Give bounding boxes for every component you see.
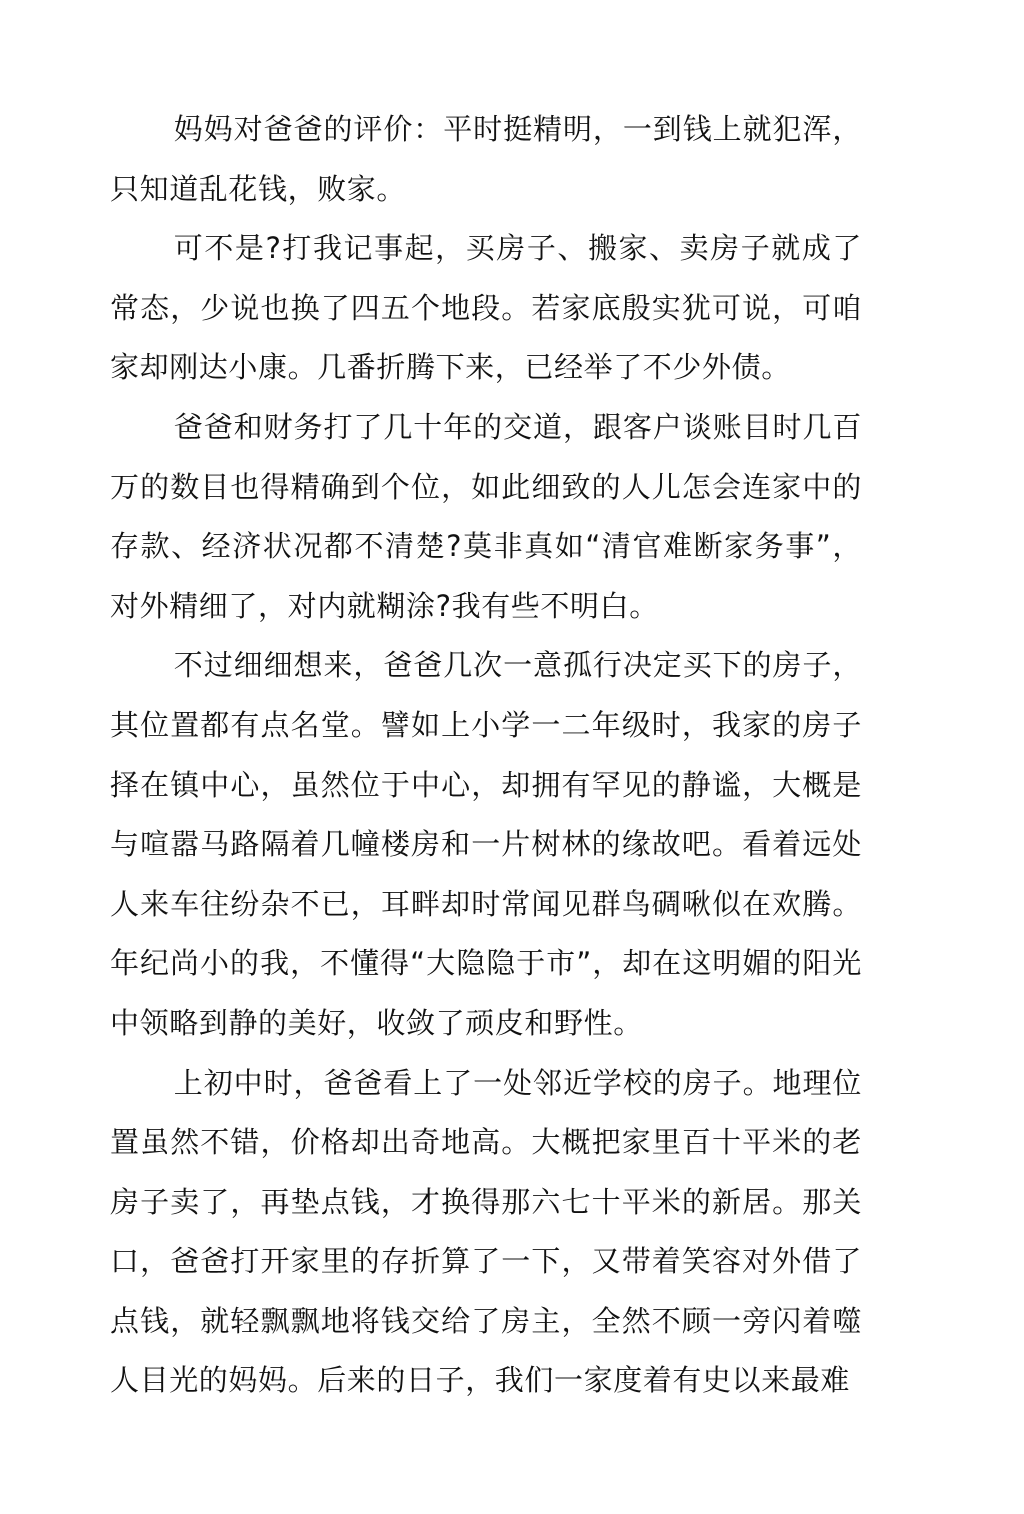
paragraph-2: 可不是?打我记事起，买房子、搬家、卖房子就成了常态，少说也换了四五个地段。若家底殷实犹可说，可咱家却刚达小康。几番折腾下来，已经举了不少外债。 xyxy=(110,231,862,385)
paragraph-5: 上初中时，爸爸看上了一处邻近学校的房子。地理位置虽然不错，价格却出奇地高。大概把家里百十平米的老房子卖了，再垫点钱，才换得那六七十平米的新居。那关口，爸爸打开家里的存折算了一下，又带着笑容对外借了点钱，就轻飘飘地将钱交给了房主，全然不顾一旁闪着噬人目光的妈妈。后来的日子，我们一家度着有史以来最难 xyxy=(110,1065,862,1398)
paragraph-3: 爸爸和财务打了几十年的交道，跟客户谈账目时几百万的数目也得精确到个位，如此细致的人儿怎会连家中的存款、经济状况都不清楚?莫非真如“清官难断家务事”，对外精细了，对内就糊涂?我有些不明白。 xyxy=(110,409,862,623)
paragraph-4: 不过细细想来，爸爸几次一意孤行决定买下的房子，其位置都有点名堂。譬如上小学一二年级时，我家的房子择在镇中心，虽然位于中心，却拥有罕见的静谧，大概是与喧嚣马路隔着几幢楼房和一片树林的缘故吧。看着远处人来车往纷杂不已，耳畔却时常闻见群鸟碉啾似在欢腾。年纪尚小的我，不懂得“大隐隐于市”，却在这明媚的阳光中领略到静的美好，收敛了顽皮和野性。 xyxy=(110,648,862,1040)
essay-body xyxy=(110,100,862,1411)
paragraph-1: 妈妈对爸爸的评价：平时挺精明，一到钱上就犯浑，只知道乱花钱，败家。 xyxy=(110,112,862,206)
